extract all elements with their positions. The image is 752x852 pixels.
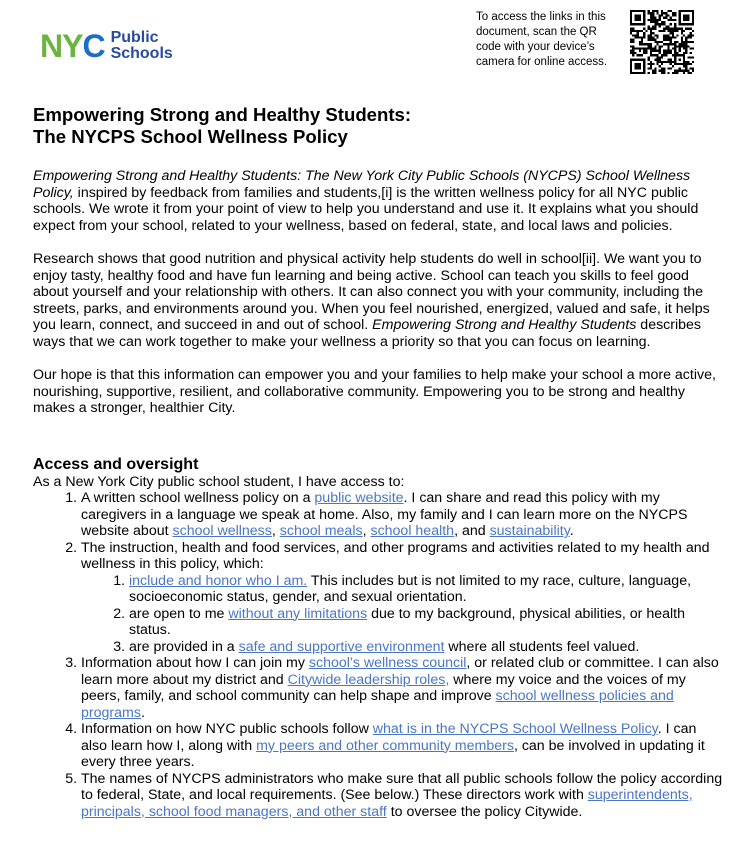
item-text: due to my background, physical abilities, or health status. — [129, 605, 685, 638]
logo-letter-c: C — [82, 28, 105, 64]
link-peers-community[interactable]: my peers and other community members — [256, 737, 514, 754]
item-text: . — [140, 704, 145, 721]
title-line-2: The NYCPS School Wellness Policy — [33, 126, 348, 147]
document-title — [33, 104, 723, 148]
item-text: are open to me — [129, 605, 229, 622]
item-text: A written school wellness policy on a — [81, 490, 315, 506]
link-wellness-policies-programs[interactable]: school wellness policies and programs — [81, 688, 674, 721]
logo-line-public: Public — [110, 29, 159, 46]
item-text: are provided in a — [129, 638, 239, 655]
link-school-meals[interactable]: school meals — [279, 523, 363, 539]
link-school-health[interactable]: school health — [370, 523, 455, 539]
item-text: The instruction, health and food services, and other programs and activities related to my health and wellness in this policy, which: — [81, 539, 710, 572]
research-text-start: Research shows that good nutrition and physical activity help students do well in school[ii]. We want you to enjoy tasty, healthy food and have fun learning and being active. School can teach you skills to feel good about yourself and your relationship with others. It can also connect you with your community, including the streets, parks, and environments around you. When you feel nourished, energized, valued and safe, it helps you learn, connect, and succeed in and out of school. — [33, 251, 710, 333]
link-what-is-in-policy[interactable]: what is in the NYCPS School Wellness Policy — [372, 721, 658, 737]
logo-line-schools: Schools — [110, 45, 173, 62]
sub-list-item — [129, 606, 723, 639]
item-text: . I can share and read this policy with my caregivers in a language we speak at home. Also, my family and I can learn more on the NYCPS website about — [81, 490, 688, 539]
item-text: , or related club or committee. I can also learn more about my district and — [81, 655, 719, 688]
nyc-logo-mark — [40, 30, 105, 62]
item-text: to oversee the policy Citywide. — [386, 803, 583, 820]
item-text: where my voice and the voices of my peers, family, and school community can help shape and improve — [81, 671, 686, 704]
document-body — [33, 104, 723, 820]
link-safe-environment[interactable]: safe and supportive environment — [238, 638, 445, 655]
qr-instructions: To access the links in this document, scan the QR code with your device’s camera for online access. — [476, 11, 608, 68]
hope-paragraph: Our hope is that this information can empower you and your families to help make your school a more active, nourishing, supportive, resilient, and collaborative community. Empowering you to be strong and healthy makes a stronger, healthier City. — [33, 367, 716, 416]
item-text: , — [271, 523, 280, 539]
sub-list-item — [129, 639, 723, 656]
item-text: This includes but is not limited to my race, culture, language, socioeconomic status, gender, and sexual orientation. — [129, 572, 692, 605]
section-heading-access: Access and oversight — [33, 455, 199, 473]
intro-text: inspired by feedback from families and students,[i] is the written wellness policy for all NYC public schools. We wrote it from your point of view to help you understand and use it. It explains what you should expect from your school, related to your wellness, based on federal, state, and local laws and policies. — [33, 184, 699, 234]
research-text-end: describes ways that we can work together to make your wellness a priority so that you can focus on learning. — [33, 317, 702, 350]
nyc-public-schools-logo — [40, 30, 173, 62]
research-italic: Empowering Strong and Healthy Students — [372, 317, 637, 333]
logo-letter-n: N — [40, 28, 63, 64]
link-citywide-leadership[interactable]: Citywide leadership roles, — [287, 671, 450, 688]
link-school-wellness[interactable]: school wellness — [172, 523, 272, 539]
research-paragraph — [33, 251, 723, 350]
item-text: , can be involved in updating it every three years. — [81, 737, 705, 770]
logo-text — [111, 30, 173, 62]
list-item — [81, 771, 723, 821]
item-text: , — [362, 523, 371, 539]
link-superintendents-staff[interactable]: superintendents, principals, school food managers, and other staff — [81, 787, 693, 820]
item-text: where all students feel valued. — [444, 638, 640, 655]
item-text: The names of NYCPS administrators who make sure that all public schools follow the policy according to federal, State, and local requirements. (See below.) These directors work with — [81, 770, 723, 803]
list-item — [81, 490, 723, 540]
link-public-website[interactable]: public website — [314, 490, 404, 506]
item-text: . — [569, 523, 574, 539]
list-item — [81, 721, 723, 771]
link-without-limitations[interactable]: without any limitations — [228, 605, 368, 622]
sub-list — [81, 573, 723, 656]
list-item — [81, 655, 723, 721]
sub-list-item — [129, 573, 723, 606]
logo-letter-y: Y — [62, 28, 83, 64]
item-text: , and — [454, 523, 490, 539]
item-text: Information on how NYC public schools follow — [81, 721, 373, 737]
link-wellness-council[interactable]: school’s wellness council — [308, 655, 467, 671]
policy-name-italic: Empowering Strong and Healthy Students: The New York City Public Schools (NYCPS) School Wellness Policy, — [33, 168, 691, 201]
qr-code — [630, 10, 694, 74]
intro-paragraph — [33, 168, 723, 234]
link-sustainability[interactable]: sustainability — [489, 523, 570, 539]
title-line-1: Empowering Strong and Healthy Students: — [33, 104, 412, 125]
link-include-and-honor[interactable]: include and honor who I am. — [129, 572, 308, 589]
item-text: . I can also learn how I, along with — [81, 721, 697, 754]
item-text: Information about how I can join my — [81, 655, 309, 671]
access-list — [33, 490, 723, 820]
section-intro: As a New York City public school student, I have access to: — [33, 473, 405, 490]
list-item — [81, 540, 723, 656]
